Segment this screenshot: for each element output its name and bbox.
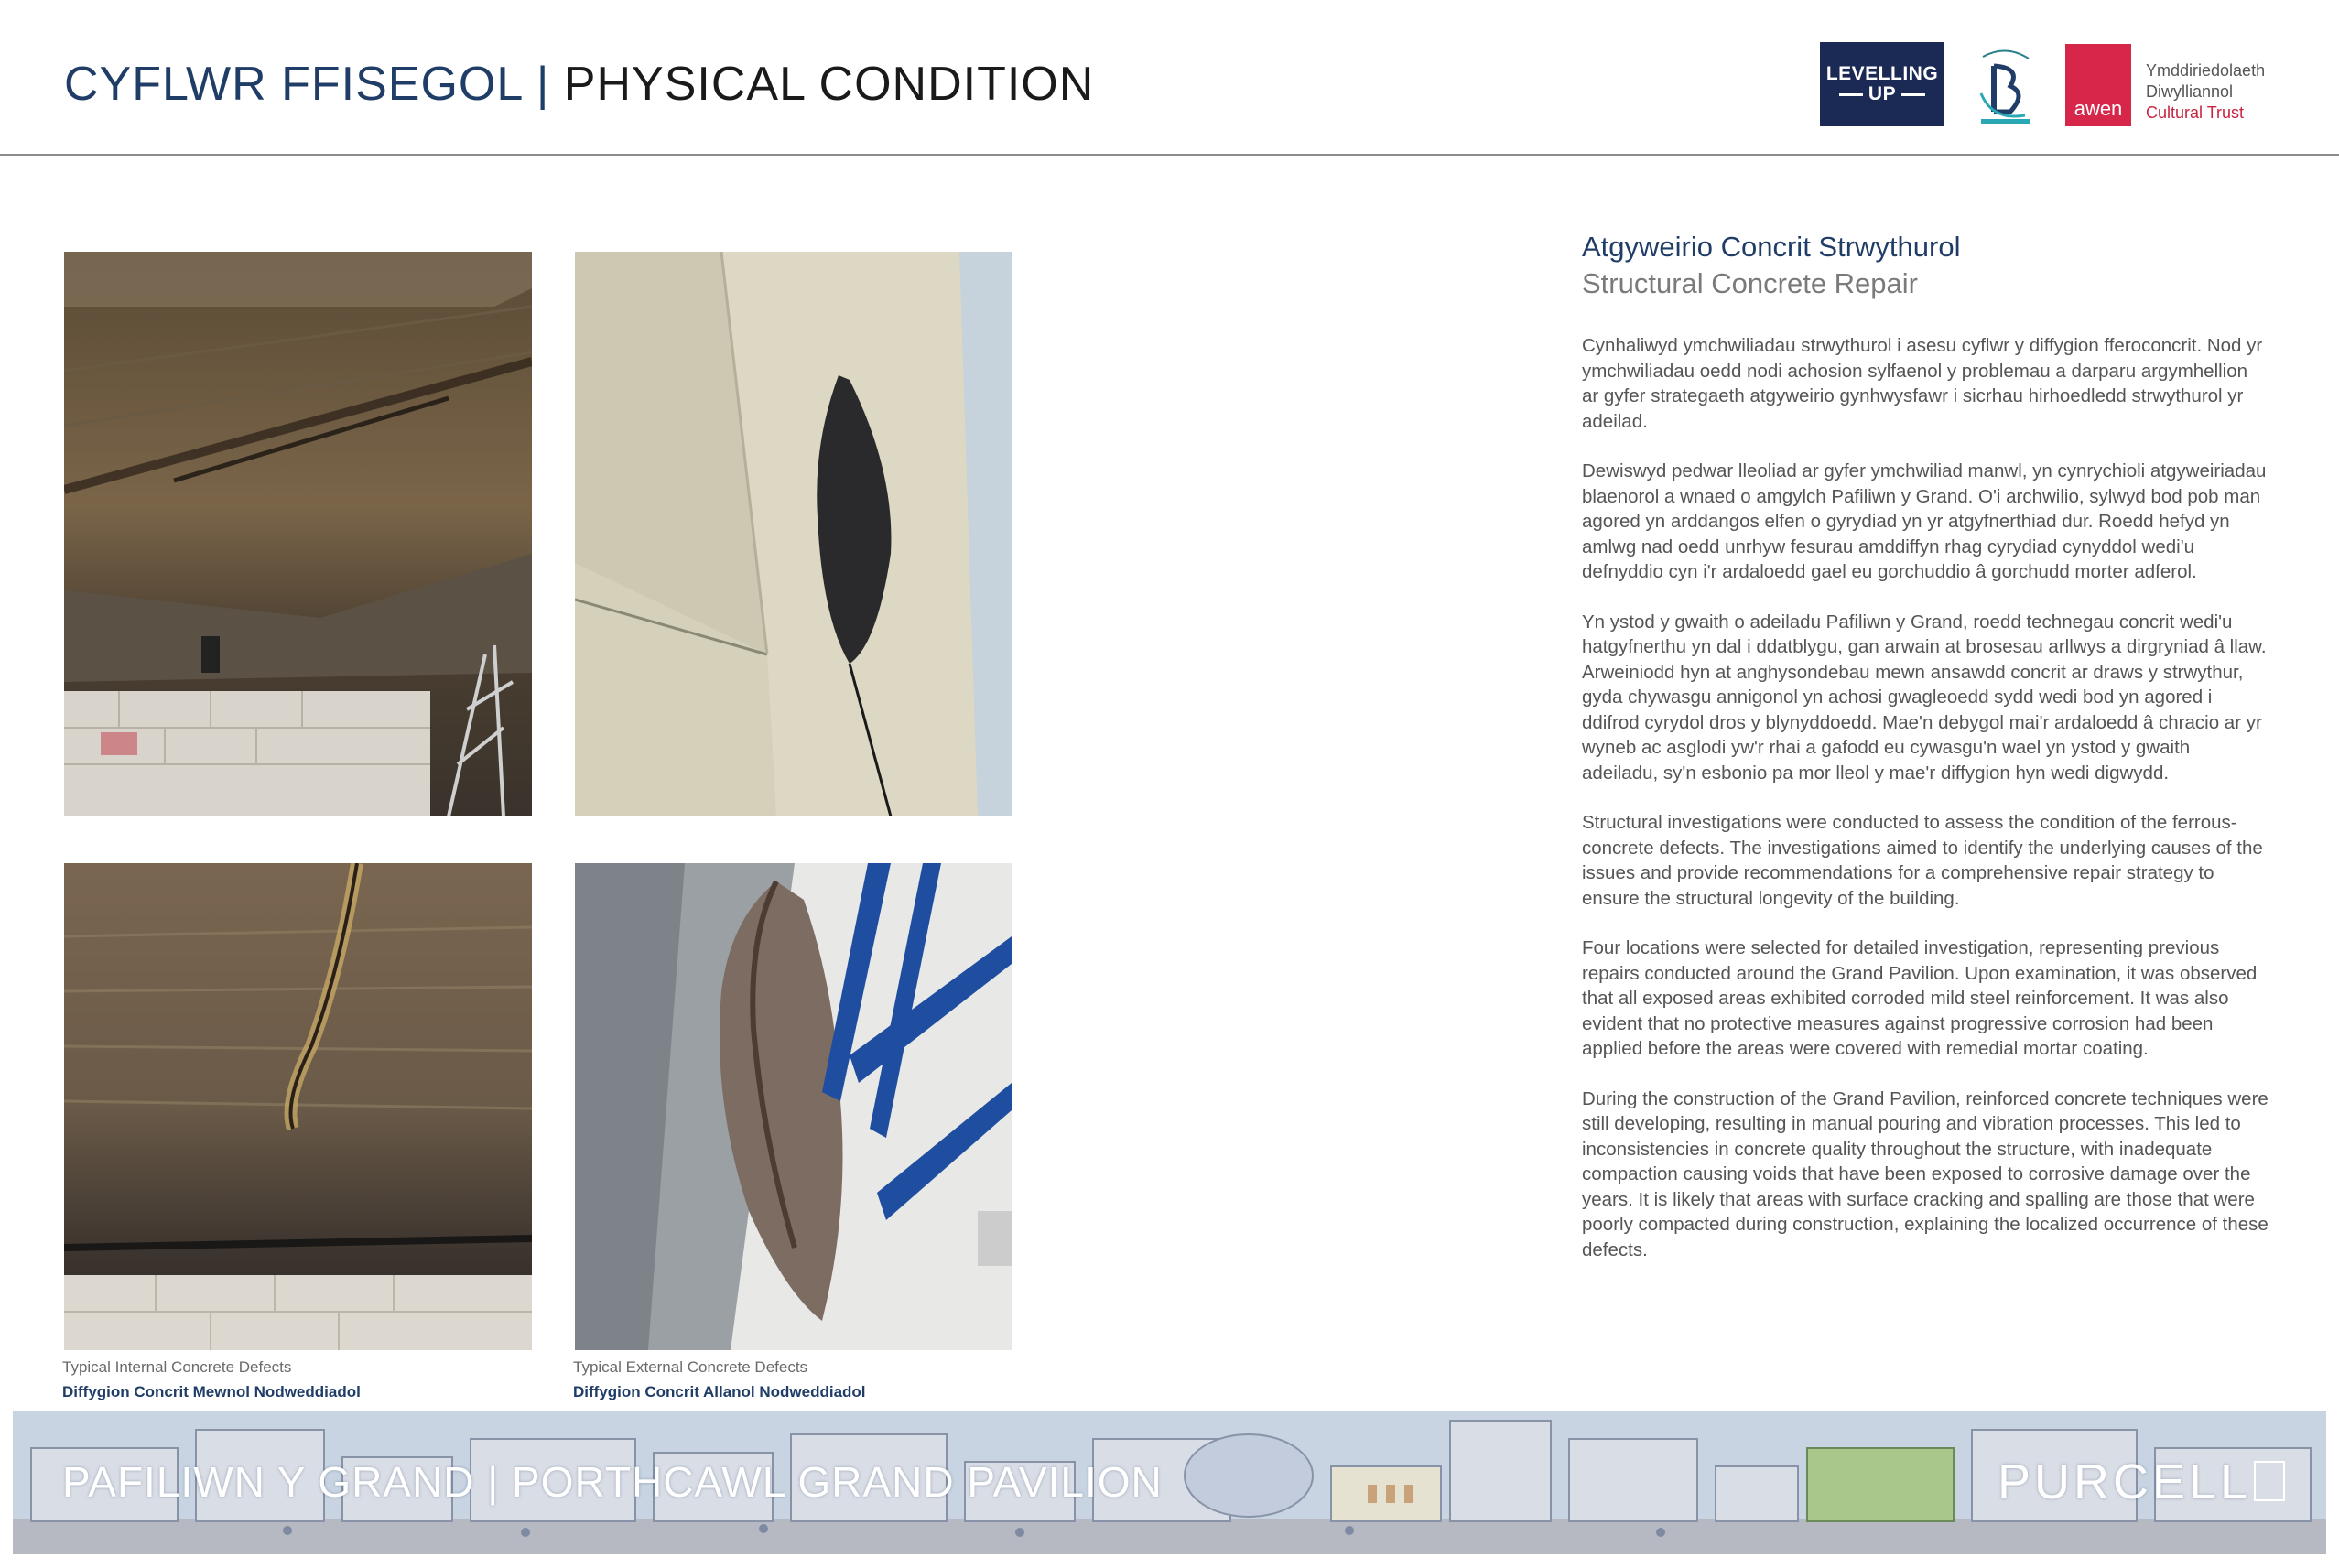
external-defect-photo-spalling <box>575 863 1012 1350</box>
levelling-up-logo-top: LEVELLING <box>1825 63 1939 84</box>
paragraph-english-2: Four locations were selected for detailed investigation, representing previous repairs conducted around the Grand Pavilion. Upon examination, it was observed that all exposed areas exhibited corroded mild steel reinforcement. It was also evident that no protective measures against progressive corrosion had been applied before the areas were covered with remedial mortar coating. <box>1582 937 2258 1059</box>
internal-caption-english: Typical Internal Concrete Defects <box>62 1358 292 1376</box>
page-title <box>64 57 1094 112</box>
paragraph-english-3: During the construction of the Grand Pavilion, reinforced concrete techniques were still developing, resulting in manual pouring and vibration processes. This led to inconsistencies in concrete quality throughout the structure, with inadequate compaction causing voids that have been exposed to corrosive damage over the years. It is likely that areas with surface cracking and spalling are those that were poorly compacted during construction, explaining the localized occurrence of these defects. <box>1582 1087 2269 1260</box>
internal-defect-photo-beam <box>64 863 532 1350</box>
external-defects-caption <box>573 1355 866 1404</box>
awen-logo: awen <box>2065 44 2131 126</box>
paragraph-welsh-1: Cynhaliwyd ymchwiliadau strwythurol i asesu cyflwr y diffygion fferoconcrit. Nod yr ymchwiliadau oedd nodi achosion sylfaenol y problemau a darparu argymhellion ar gyfer strategaeth atgyweirio gynhwysfawr i sicrhau hirhoedledd strwythurol yr adeilad. <box>1582 335 2263 432</box>
paragraph-welsh-3: Yn ystod y gwaith o adeiladu Pafiliwn y Grand, roedd technegau concrit wedi'u hatgyfnerthu yn dal i ddatblygu, gan arwain at brosesau arllwys a dirgryniad â llaw. Arweiniodd hyn at anghysondebau mewn ansawdd concrit ar draws y strwythur, gyda chywasgu annigonol yn achosi gwagleoedd sydd wedi bod yn agored i ddifrod cyrydol dros y blynyddoedd. Mae'n debygol mai'r ardaloedd â chracio ar yr wyneb ac asglodi yw'r rhai a gafodd eu cywasgu'n wael yn ystod y gwaith adeiladu, sy'n esbonio pa mor lleol y mae'r diffygion hyn wedi digwydd. <box>1582 611 2267 784</box>
section-heading <box>1582 229 1960 302</box>
title-separator: | <box>536 58 550 111</box>
header-divider <box>0 154 2339 156</box>
paragraph-english-1: Structural investigations were conducted to assess the condition of the ferrous-concrete defects. The investigations aimed to identify the underlying causes of the issues and provide recommendations for a comprehensive repair strategy to ensure the structural longevity of the building. <box>1582 812 2263 909</box>
section-title-welsh: Atgyweirio Concrit Strwythurol <box>1582 231 1961 263</box>
section-title-english: Structural Concrete Repair <box>1582 267 1918 299</box>
paragraph-welsh-2: Dewiswyd pedwar lleoliad ar gyfer ymchwiliad manwl, yn cynrychioli atgyweiriadau blaenorol a wnaed o amgylch Pafiliwn y Grand. O'i archwilio, sylwyd bod pob man agored yn arddangos elfen o gyrydiad yn yr atgyfnerthiad dur. Roedd hefyd yn amlwg nad oedd unrhyw fesurau amddiffyn rhag cyrydiad cynyddol wedi'u defnyddio cyn i'r ardaloedd gael eu gorchuddio â gorchudd morter adferol. <box>1582 460 2267 582</box>
external-caption-welsh: Diffygion Concrit Allanol Nodweddiadol <box>573 1383 866 1400</box>
page-title-english: PHYSICAL CONDITION <box>563 58 1095 111</box>
page-title-welsh: CYFLWR FFISEGOL <box>64 58 523 111</box>
internal-defects-caption <box>62 1355 361 1404</box>
purcell-logo-mark-icon <box>2254 1461 2285 1501</box>
external-caption-english: Typical External Concrete Defects <box>573 1358 808 1376</box>
levelling-up-logo <box>1820 42 1944 126</box>
levelling-up-logo-bottom: UP <box>1868 83 1897 104</box>
footer-banner <box>13 1411 2326 1554</box>
footer-project-title: PAFILIWN Y GRAND | PORTHCAWL GRAND PAVILION <box>62 1458 1163 1506</box>
awen-cultural-trust-text: Ymddiriedolaeth Diwylliannol Cultural Trust <box>2146 61 2266 122</box>
purcell-logo: PURCELL <box>1998 1454 2252 1509</box>
internal-caption-welsh: Diffygion Concrit Mewnol Nodweddiadol <box>62 1383 361 1400</box>
internal-defect-photo-soffit <box>64 252 532 816</box>
bridgend-council-logo <box>1974 38 2038 130</box>
section-body <box>1582 333 2269 1287</box>
external-defect-photo-wall <box>575 252 1012 816</box>
